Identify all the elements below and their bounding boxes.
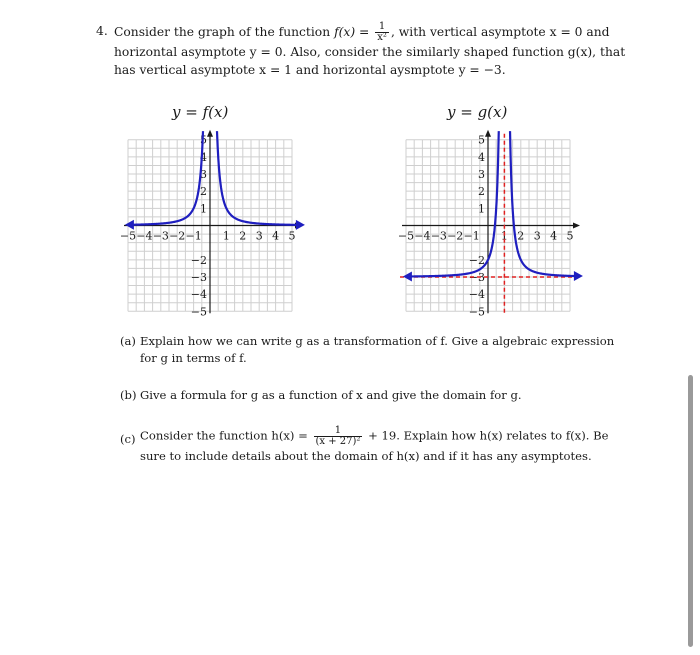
x-tick-label: 1 xyxy=(500,229,508,243)
x-tick-label: 2 xyxy=(517,229,525,243)
curve-left-arrow xyxy=(403,271,412,281)
x-tick-label: −1 xyxy=(463,229,480,243)
y-tick-label: 3 xyxy=(200,168,207,182)
x-tick-label: 5 xyxy=(566,229,574,243)
x-tick-label: −2 xyxy=(169,229,186,243)
graph-g-title: y = g(x) xyxy=(447,103,508,121)
f-definition-lhs: f(x) = xyxy=(334,25,370,39)
curve-right-branch xyxy=(510,131,575,276)
y-tick-label: −2 xyxy=(190,253,207,267)
part-a xyxy=(120,333,625,367)
problem-intro: Consider the graph of the function f(x) = $\frac{1}{\text{x²}}$ , with vertical asymptote x = 0 and horizontal asymptote y = 0. Also, consider the similarly shaped function g(x), that has vertical asymptote x = 1 and horizontal aysmptote y = −3. xyxy=(114,21,626,77)
part-b-text: Give a formula for g as a function of x and give the domain for g. xyxy=(140,388,522,402)
x-axis-arrow xyxy=(573,223,580,229)
y-tick-label: 2 xyxy=(478,185,485,199)
x-tick-label: 4 xyxy=(550,229,558,243)
y-tick-label: −4 xyxy=(190,288,207,302)
y-axis-arrow xyxy=(207,130,213,137)
part-c-text: Consider the function h(x) = $\frac{1}{\text{(x + 27)²}}$ + 19. Explain how h(x) relates to f(x). Be sure to include details about the domain of h(x) and if it has any asymptotes. xyxy=(140,425,609,463)
y-tick-label: 5 xyxy=(478,133,485,147)
graph-f-title: y = f(x) xyxy=(172,103,229,121)
curve-left-arrow xyxy=(125,220,134,230)
part-c xyxy=(120,426,625,466)
y-tick-label: −4 xyxy=(468,288,485,302)
x-tick-label: −5 xyxy=(119,229,137,243)
y-tick-label: 1 xyxy=(478,202,485,216)
y-tick-label: −5 xyxy=(190,305,207,319)
part-b xyxy=(120,387,625,404)
problem-number: 4. xyxy=(96,24,108,38)
part-b-label: (b) xyxy=(120,388,137,402)
x-tick-label: −4 xyxy=(414,229,431,243)
x-tick-label: −3 xyxy=(430,229,447,243)
y-tick-label: 3 xyxy=(478,168,485,182)
part-a-label: (a) xyxy=(120,334,136,348)
y-tick-label: −2 xyxy=(468,253,485,267)
x-tick-label: 3 xyxy=(533,229,541,243)
x-tick-label: 3 xyxy=(255,229,263,243)
x-tick-label: 2 xyxy=(239,229,247,243)
problem-statement xyxy=(96,22,626,79)
curve-right-arrow xyxy=(296,220,305,230)
curve-right-arrow xyxy=(574,271,583,281)
scrollbar[interactable] xyxy=(688,375,693,647)
curve-left-branch xyxy=(133,131,203,225)
y-tick-label: 4 xyxy=(200,150,207,164)
y-tick-label: 5 xyxy=(200,133,207,147)
curve-right-branch xyxy=(217,131,297,225)
x-tick-label: 5 xyxy=(288,229,296,243)
y-tick-label: 4 xyxy=(478,150,485,164)
y-tick-label: 2 xyxy=(200,185,207,199)
y-tick-label: −5 xyxy=(468,305,485,319)
h-fraction: $\frac{1}{\text{(x + 27)²}}$ xyxy=(315,425,361,447)
y-axis-arrow xyxy=(485,130,491,137)
graph-f xyxy=(110,128,310,323)
x-tick-label: −2 xyxy=(447,229,464,243)
y-tick-label: 1 xyxy=(200,202,207,216)
graph-g xyxy=(388,128,588,323)
y-tick-label: −3 xyxy=(468,270,485,284)
x-tick-label: 1 xyxy=(222,229,230,243)
f-fraction: $\frac{1}{\text{x²}}$ xyxy=(377,21,387,43)
x-tick-label: −1 xyxy=(185,229,202,243)
x-tick-label: 4 xyxy=(272,229,280,243)
y-tick-label: −3 xyxy=(190,270,207,284)
x-tick-label: −4 xyxy=(136,229,153,243)
x-tick-label: −3 xyxy=(152,229,169,243)
part-c-label: (c) xyxy=(120,432,136,446)
x-tick-label: −5 xyxy=(397,229,415,243)
part-a-text: Explain how we can write g as a transformation of f. Give a algebraic expression for g in terms of f. xyxy=(140,334,615,365)
